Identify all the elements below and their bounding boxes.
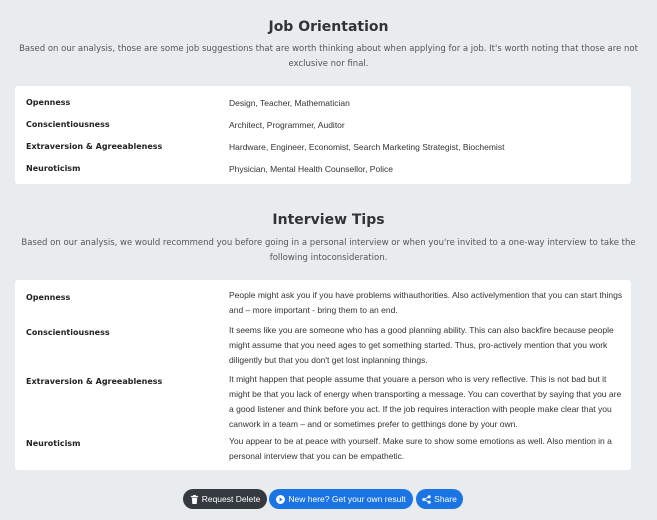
interview-tips-description: Based on our analysis, we would recommend you before going in a personal interview or when you're invited to a one-way interview to take the following intoconsideration. — [21, 238, 636, 263]
job-suggestions: Hardware, Engineer, Economist, Search Marketing Strategist, Biochemist — [229, 142, 505, 152]
job-suggestions: Design, Teacher, Mathematician — [229, 98, 350, 108]
get-your-own-result-label: New here? Get your own result — [288, 494, 406, 504]
trash-icon — [190, 495, 199, 504]
tip-text: It might happen that people assume that youare a person who is very reflective. This is not bad but it might be that you lack of energy when transporting a message. You can coverthat by saying that you are a good listener and think before you act. If the job requires interaction with people make clear that you canwork in a team – and or sometimes prefer to getthings done by your own. — [229, 374, 622, 429]
job-suggestions: Architect, Programmer, Auditor — [229, 120, 345, 130]
job-orientation-title: Job Orientation — [268, 19, 389, 35]
tip-text: It seems like you are someone who has a good planning ability. This can also backfire because people might assume that you need ages to get something started. Thus, pro-actively mention that you work diligently but that you don't get lost inplanning things. — [229, 325, 614, 365]
job-orientation-card — [15, 86, 631, 184]
job-suggestions: Physician, Mental Health Counsellor, Police — [229, 164, 393, 174]
trait-label: Openness — [26, 98, 71, 107]
job-orientation-description: Based on our analysis, those are some job suggestions that are worth thinking about when applying for a job. It's worth noting that those are not exclusive nor final. — [19, 44, 638, 69]
action-bar — [0, 489, 657, 509]
trait-label: Conscientiousness — [26, 120, 110, 129]
trait-label: Neuroticism — [26, 439, 81, 448]
tip-text: You appear to be at peace with yourself. Make sure to show some emotions as well. Also mention in a personal interview that you can be empathetic. — [229, 436, 612, 461]
interview-tips-title: Interview Tips — [272, 212, 385, 228]
trait-label: Conscientiousness — [26, 328, 110, 337]
interview-tips-card — [15, 280, 631, 470]
get-your-own-result-button[interactable] — [269, 489, 413, 509]
trait-label: Openness — [26, 293, 71, 302]
trait-label: Extraversion & Agreeableness — [26, 377, 163, 386]
trait-label: Neuroticism — [26, 164, 81, 173]
share-icon — [422, 495, 431, 504]
trait-label: Extraversion & Agreeableness — [26, 142, 163, 151]
tip-text: People might ask you if you have problems withauthorities. Also activelymention that you can start things and – more important - bring them to an end. — [229, 290, 623, 315]
play-circle-icon — [276, 495, 285, 504]
share-button[interactable] — [416, 489, 463, 509]
request-delete-button[interactable] — [183, 489, 267, 509]
request-delete-label: Request Delete — [201, 494, 261, 504]
share-label: Share — [434, 494, 457, 504]
